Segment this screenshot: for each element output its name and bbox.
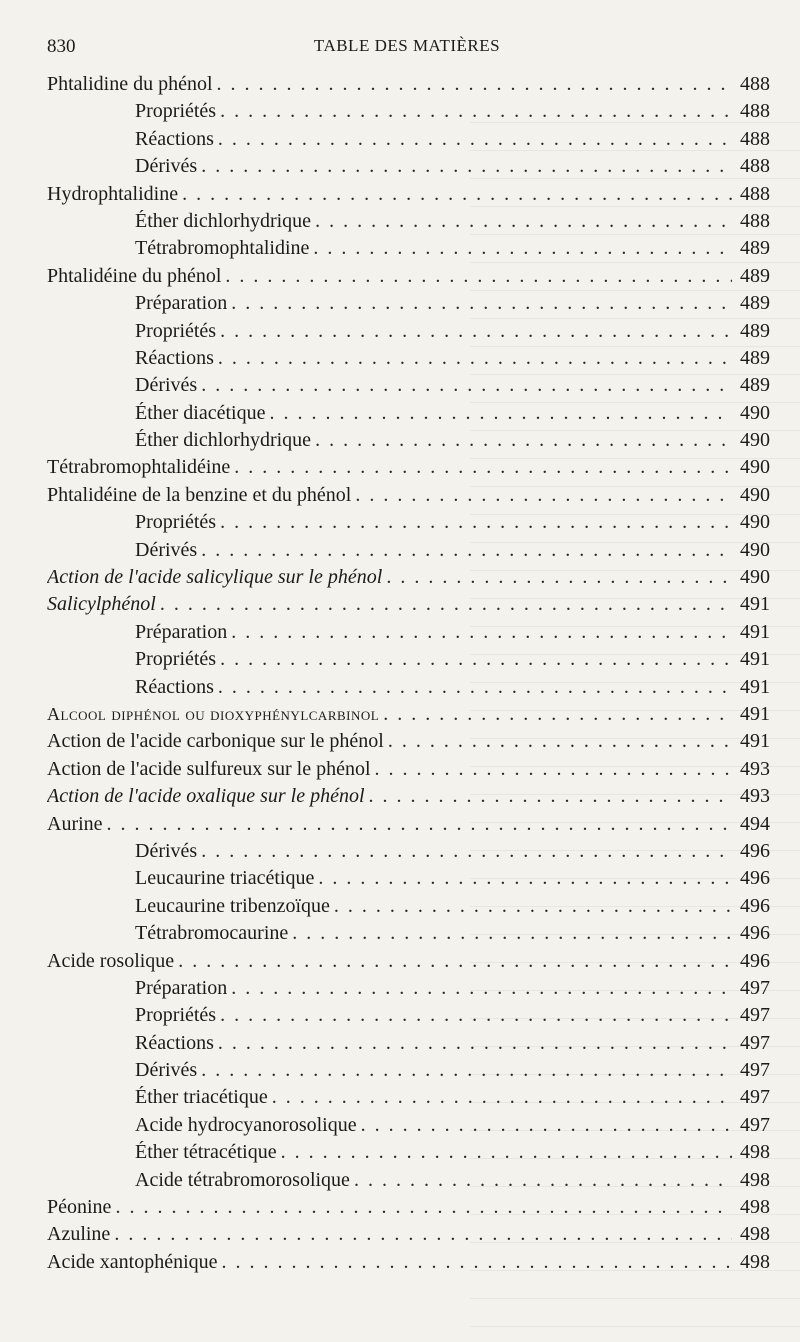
toc-entry-label: Tétrabromophtalidéine — [47, 456, 231, 479]
toc-entry-page: 493 — [740, 757, 770, 780]
dot-leader — [220, 320, 732, 343]
toc-entry-page: 489 — [740, 346, 770, 369]
toc-entry-page: 494 — [740, 812, 770, 835]
toc-entry-page: 496 — [740, 949, 770, 972]
toc-entry-label: Réactions — [135, 127, 214, 150]
toc-entry-label: Éther dichlorhydrique — [135, 209, 312, 232]
dot-leader — [201, 374, 732, 397]
dot-leader — [107, 813, 732, 836]
toc-entry — [47, 922, 770, 949]
toc-entry-label: Phtalidine du phénol — [47, 73, 213, 95]
dot-leader — [201, 539, 732, 562]
toc-entry-label: Éther diacétique — [135, 401, 266, 424]
toc-entry-page: 491 — [740, 675, 770, 698]
toc-entry-label: Propriétés — [135, 319, 217, 342]
dot-leader — [315, 429, 732, 452]
dot-leader — [114, 1223, 732, 1246]
dot-leader — [220, 648, 732, 671]
toc-entry-label: Salicylphénol — [47, 593, 156, 616]
toc-entry-page: 488 — [740, 73, 770, 95]
toc-entry-page: 491 — [740, 648, 770, 671]
toc-entry-label: Dérivés — [135, 538, 198, 561]
toc-entry-page: 489 — [740, 264, 770, 287]
toc-entry-label: Phtalidéine du phénol — [47, 264, 222, 287]
toc-entry-page: 489 — [740, 319, 770, 342]
toc-entry — [47, 210, 770, 237]
toc-entry-page: 491 — [740, 593, 770, 616]
toc-entry — [47, 183, 770, 210]
table-of-contents — [47, 73, 770, 1278]
toc-entry-label: Éther triacétique — [135, 1086, 268, 1109]
dot-leader — [218, 676, 732, 699]
toc-entry — [47, 265, 770, 292]
dot-leader — [178, 950, 732, 973]
toc-entry-label: Préparation — [135, 620, 228, 643]
toc-entry-label: Réactions — [135, 346, 214, 369]
dot-leader — [361, 1114, 732, 1137]
dot-leader — [182, 183, 732, 206]
toc-entry-page: 497 — [740, 1031, 770, 1054]
toc-entry-page: 496 — [740, 839, 770, 862]
dot-leader — [375, 758, 732, 781]
dot-leader — [383, 703, 732, 726]
toc-entry — [47, 758, 770, 785]
toc-entry-label: Aurine — [47, 812, 103, 835]
dot-leader — [231, 292, 732, 315]
toc-entry-page: 497 — [740, 1059, 770, 1082]
toc-entry-page: 496 — [740, 922, 770, 945]
toc-entry-label: Dérivés — [135, 839, 198, 862]
dot-leader — [318, 867, 732, 890]
toc-entry — [47, 1141, 770, 1168]
toc-entry — [47, 73, 770, 100]
toc-entry — [47, 1196, 770, 1223]
toc-entry-page: 497 — [740, 976, 770, 999]
toc-entry-page: 490 — [740, 511, 770, 534]
dot-leader — [369, 785, 732, 808]
toc-entry-page: 488 — [740, 127, 770, 150]
toc-entry-page: 491 — [740, 620, 770, 643]
toc-entry — [47, 593, 770, 620]
toc-entry-label: Action de l'acide carbonique sur le phénol — [47, 730, 384, 753]
toc-entry-page: 489 — [740, 292, 770, 315]
dot-leader — [222, 1251, 733, 1274]
toc-entry — [47, 867, 770, 894]
toc-entry — [47, 785, 770, 812]
toc-entry — [47, 374, 770, 401]
toc-entry-label: Alcool diphénol ou dioxyphénylcarbinol — [47, 703, 380, 724]
toc-entry — [47, 155, 770, 182]
toc-entry — [47, 1114, 770, 1141]
toc-entry — [47, 402, 770, 429]
toc-entry — [47, 1004, 770, 1031]
toc-entry — [47, 100, 770, 127]
toc-entry-label: Éther dichlorhydrique — [135, 429, 312, 452]
toc-entry-page: 498 — [740, 1196, 770, 1219]
toc-entry-label: Action de l'acide salicylique sur le phénol — [47, 566, 383, 589]
page-header — [47, 36, 767, 66]
dot-leader — [220, 511, 732, 534]
toc-entry — [47, 840, 770, 867]
dot-leader — [220, 100, 732, 123]
toc-entry-page: 491 — [740, 730, 770, 753]
toc-entry — [47, 621, 770, 648]
toc-entry-page: 498 — [740, 1141, 770, 1164]
toc-entry — [47, 511, 770, 538]
dot-leader — [292, 922, 732, 945]
toc-entry-page: 488 — [740, 182, 770, 205]
toc-entry-page: 490 — [740, 538, 770, 561]
running-title: TABLE DES MATIÈRES — [313, 36, 501, 55]
dot-leader — [231, 977, 732, 1000]
toc-entry-label: Action de l'acide oxalique sur le phénol — [47, 785, 365, 808]
toc-entry-page: 490 — [740, 483, 770, 506]
toc-entry-page: 497 — [740, 1086, 770, 1109]
toc-entry-page: 488 — [740, 100, 770, 123]
toc-entry-page: 496 — [740, 867, 770, 890]
dot-leader — [201, 1059, 732, 1082]
toc-entry-page: 497 — [740, 1113, 770, 1136]
toc-entry-label: Leucaurine triacétique — [135, 867, 315, 890]
toc-entry-page: 489 — [740, 237, 770, 260]
toc-entry — [47, 320, 770, 347]
toc-entry — [47, 1086, 770, 1113]
toc-entry-label: Acide hydrocyanorosolique — [135, 1113, 357, 1136]
toc-entry — [47, 1223, 770, 1250]
dot-leader — [218, 1032, 732, 1055]
toc-entry-label: Propriétés — [135, 648, 217, 671]
toc-entry — [47, 1059, 770, 1086]
toc-entry-page: 496 — [740, 894, 770, 917]
toc-entry — [47, 429, 770, 456]
toc-entry — [47, 237, 770, 264]
dot-leader — [386, 566, 732, 589]
toc-entry — [47, 347, 770, 374]
dot-leader — [218, 347, 732, 370]
toc-entry-label: Azuline — [47, 1223, 111, 1246]
toc-entry-label: Leucaurine tribenzoïque — [135, 894, 330, 917]
toc-entry — [47, 456, 770, 483]
toc-entry-label: Préparation — [135, 292, 228, 315]
toc-entry-page: 490 — [740, 456, 770, 479]
toc-entry-label: Propriétés — [135, 511, 217, 534]
toc-entry — [47, 730, 770, 757]
dot-leader — [234, 456, 732, 479]
toc-entry — [47, 1251, 770, 1278]
toc-entry-label: Acide rosolique — [47, 949, 175, 972]
toc-entry — [47, 1169, 770, 1196]
dot-leader — [313, 237, 732, 260]
dot-leader — [270, 402, 733, 425]
dot-leader — [160, 593, 732, 616]
toc-entry — [47, 950, 770, 977]
toc-entry-label: Propriétés — [135, 1004, 217, 1027]
toc-entry-label: Réactions — [135, 675, 214, 698]
dot-leader — [225, 265, 732, 288]
toc-entry-label: Phtalidéine de la benzine et du phénol — [47, 483, 352, 506]
dot-leader — [334, 895, 732, 918]
toc-entry-label: Action de l'acide sulfureux sur le phénol — [47, 757, 371, 780]
toc-entry — [47, 703, 770, 730]
toc-entry-label: Dérivés — [135, 374, 198, 397]
toc-entry-page: 493 — [740, 785, 770, 808]
dot-leader — [355, 484, 732, 507]
dot-leader — [272, 1086, 732, 1109]
toc-entry-label: Hydrophtalidine — [47, 182, 179, 205]
toc-entry-page: 489 — [740, 374, 770, 397]
toc-entry-label: Propriétés — [135, 100, 217, 123]
toc-entry — [47, 292, 770, 319]
toc-entry — [47, 977, 770, 1004]
toc-entry-label: Acide tétrabromorosolique — [135, 1168, 350, 1191]
toc-entry — [47, 1032, 770, 1059]
toc-entry — [47, 648, 770, 675]
toc-entry-label: Tétrabromophtalidine — [135, 237, 310, 260]
dot-leader — [201, 840, 732, 863]
dot-leader — [315, 210, 732, 233]
page-number: 830 — [47, 36, 76, 57]
toc-entry-label: Acide xantophénique — [47, 1250, 218, 1273]
toc-entry — [47, 813, 770, 840]
toc-entry-label: Dérivés — [135, 1059, 198, 1082]
dot-leader — [217, 73, 732, 96]
toc-entry-page: 491 — [740, 702, 770, 725]
dot-leader — [354, 1169, 732, 1192]
toc-entry-page: 498 — [740, 1250, 770, 1273]
toc-entry-label: Préparation — [135, 976, 228, 999]
dot-leader — [388, 730, 732, 753]
toc-entry-label: Dérivés — [135, 155, 198, 178]
toc-entry — [47, 895, 770, 922]
dot-leader — [218, 128, 732, 151]
toc-entry-page: 490 — [740, 401, 770, 424]
dot-leader — [220, 1004, 732, 1027]
toc-entry-page: 490 — [740, 429, 770, 452]
dot-leader — [115, 1196, 732, 1219]
toc-entry-page: 488 — [740, 155, 770, 178]
toc-entry — [47, 539, 770, 566]
dot-leader — [231, 621, 732, 644]
toc-entry — [47, 128, 770, 155]
toc-entry-label: Éther tétracétique — [135, 1141, 277, 1164]
toc-entry-page: 498 — [740, 1168, 770, 1191]
dot-leader — [281, 1141, 732, 1164]
toc-entry-page: 488 — [740, 209, 770, 232]
dot-leader — [201, 155, 732, 178]
toc-entry-page: 490 — [740, 566, 770, 589]
toc-entry-label: Tétrabromocaurine — [135, 922, 289, 945]
toc-entry-page: 497 — [740, 1004, 770, 1027]
toc-entry-label: Réactions — [135, 1031, 214, 1054]
toc-entry-page: 498 — [740, 1223, 770, 1246]
toc-entry-label: Péonine — [47, 1196, 112, 1219]
toc-entry — [47, 484, 770, 511]
toc-entry — [47, 676, 770, 703]
toc-entry — [47, 566, 770, 593]
